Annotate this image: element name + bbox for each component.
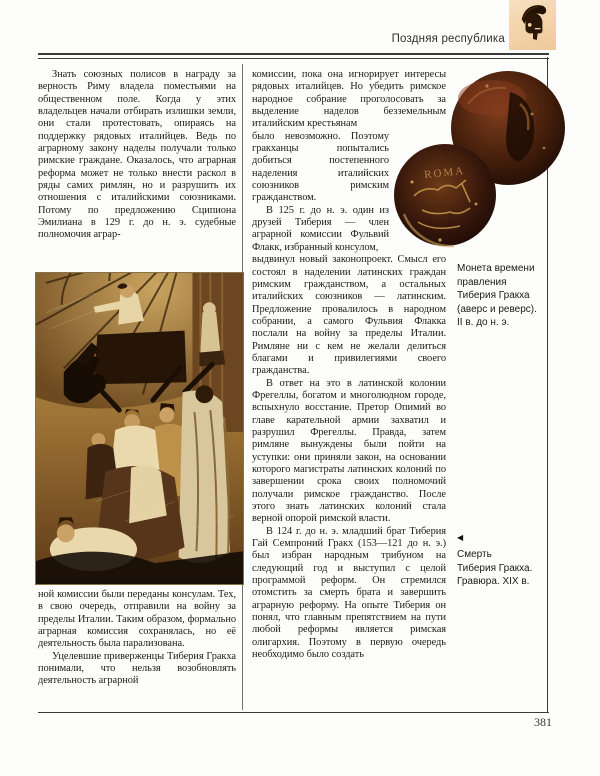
text-wrap-around-coin <box>252 131 389 254</box>
footer-divider-rule <box>38 712 549 713</box>
engraving-caption: Смерть Тиберия Гракха. Гравюра. XIX в. <box>457 549 533 587</box>
paragraph: Знать союзных полисов в награду за верность Риму владела поместьями на общественном поле. Когда у этих владельцев начали отбирать излишки земли, они стали протестовать, опираясь на поддержку рядовых италийцев. Ведь по аграрному закону наделы получали только римские граждане. Оказалось, что аграрная реформа может не только внести раскол в ряды самих римлян, но и разрушить их отношения с италийскими союзниками. Потому по предложению Сципиона Эмилиана в 129 г. до н. э. судебные полномочия аграр- <box>38 69 236 241</box>
chapter-icon-box <box>509 0 556 50</box>
header-divider-rule <box>38 53 549 59</box>
left-arrow-marker-icon: ◀ <box>457 533 464 542</box>
left-column-bottom <box>38 589 236 688</box>
coin-caption: Монета времени правления Тиберия Гракха (аверс и реверс). II в. до н. э. <box>457 263 537 328</box>
paragraph: выдвинул новый законопроект. Смысл его состоял в наделении латинских граждан римским гражданством, а остальных италийских союзников — латинским. Предложение провалилось в народном собрании, а самого Фульвия Флакка послали на войну за пределы Италии. Римляне ни с кем не желали делиться благами и привилегиями своего гражданства. <box>252 254 446 377</box>
gracchus-coin-image <box>392 64 566 258</box>
page-number: 381 <box>534 715 552 729</box>
paragraph: В 125 г. до н. э. один из друзей Тиберия — член аграрной комиссии Фульвий Флакк, избранный консулом, <box>252 204 389 253</box>
left-column-top <box>38 69 236 242</box>
paragraph: В ответ на это в латинской колонии Фрегеллы, богатом и многолюдном городе, вспыхнуло восстание. Претор Опимий во главе карательной армии захватил и разрушил Фрегеллы. Правда, затем римляне вынуждены были пойти на уступки: они приняли закон, на основании которого магистраты латинских колоний по завершении срока своих полномочий получали римское гражданство. После этого знать латинских колоний стала верной опорой римской власти. <box>252 377 446 525</box>
paragraph: В 124 г. до н. э. младший брат Тиберия Гай Семпроний Гракх (153—121 до н. э.) был избран народным трибуном на следующий год и выступил с целой программой реформ. Он стремился отомстить за смерть брата и завершить аграрную реформу. На опыте Тиберия он понял, что главным препятствием на пути любой реформы является римская олигархия. Поэтому в первую очередь необходимо было создать <box>252 525 446 661</box>
running-header-title: Поздняя республика <box>391 33 505 45</box>
gracchus-death-engraving-image <box>35 272 244 585</box>
coin-inscription: ROMA <box>423 164 466 182</box>
paragraph: комиссии, пока она игнорирует интересы рядовых италийцев. Но убедить римское народное собрание проголосовать за выделение наделов безземельным италийским крестьянам <box>252 69 446 130</box>
paragraph: Уцелевшие приверженцы Тиберия Гракха понимали, что нельзя возобновлять деятельность аграрной <box>38 650 236 687</box>
paragraph: было невозможно. Поэтому гракханцы попытались добиться постепенного наделения италийских союзников римским гражданством. <box>252 130 389 204</box>
paragraph: ной комиссии были переданы консулам. Тех, в свою очередь, отправили на войну за пределы Италии. Таким образом, формально аграрная комиссия сохранялась, но её деятельность была парализована. <box>38 589 236 650</box>
corinthian-helmet-icon <box>517 3 549 48</box>
